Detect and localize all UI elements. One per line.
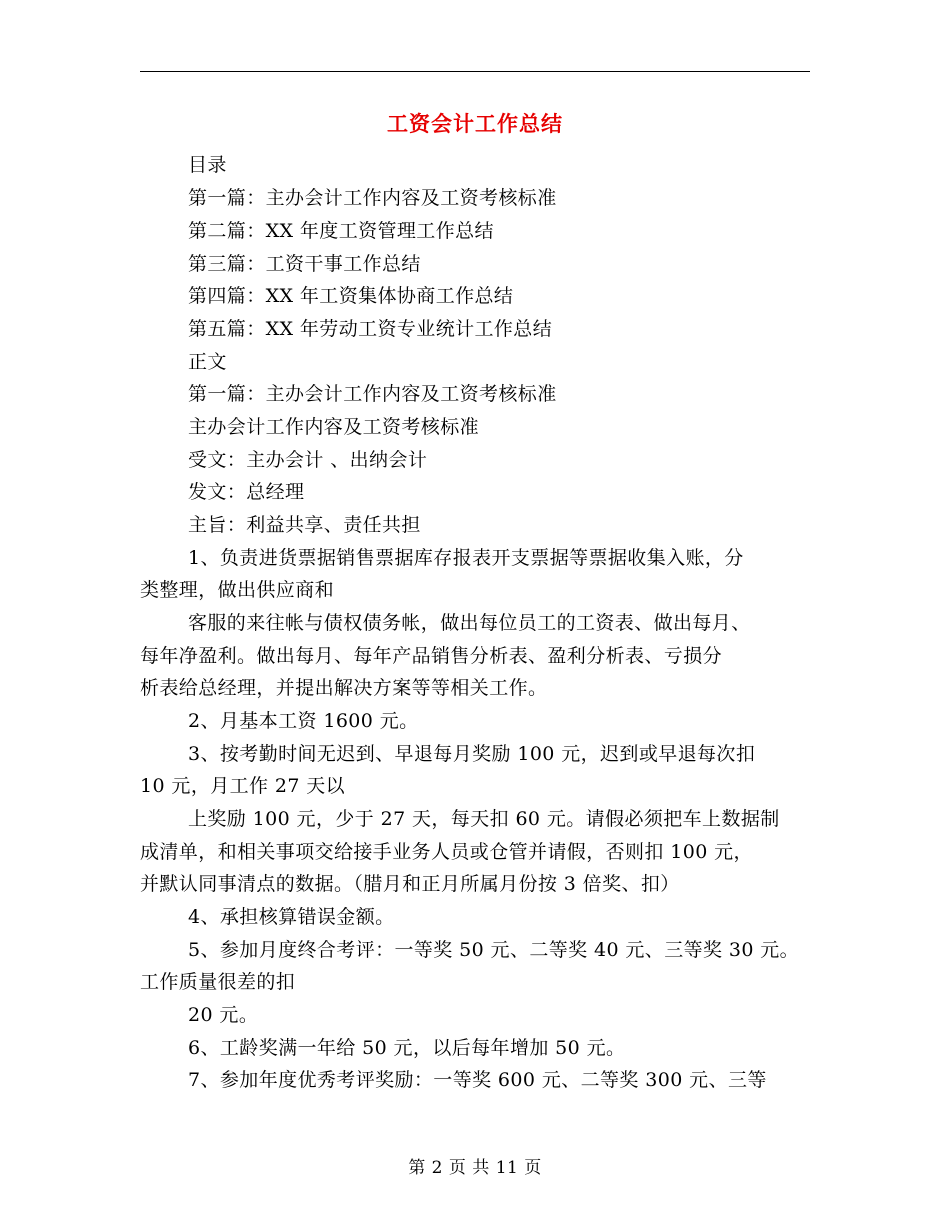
paragraph-line: 客服的来往帐与债权债务帐，做出每位员工的工资表、做出每月、 — [188, 612, 751, 634]
paragraph-line: 10 元，月工作 27 天以 — [140, 775, 346, 797]
paragraph-line: 主旨：利益共享、责任共担 — [188, 514, 421, 536]
paragraph-line: 20 元。 — [188, 1004, 259, 1026]
paragraph-line: 上奖励 100 元，少于 27 天，每天扣 60 元。请假必须把车上数据制 — [188, 808, 780, 830]
header-rule — [140, 71, 810, 72]
paragraph-line: 3、按考勤时间无迟到、早退每月奖励 100 元，迟到或早退每次扣 — [188, 743, 756, 765]
paragraph-line: 成清单，和相关事项交给接手业务人员或仓管并请假，否则扣 100 元， — [140, 841, 753, 863]
body-heading: 正文 — [188, 351, 227, 373]
paragraph-line: 4、承担核算错误金额。 — [188, 906, 395, 928]
toc-item-5: 第五篇：XX 年劳动工资专业统计工作总结 — [188, 318, 553, 340]
page-footer: 第 2 页 共 11 页 — [408, 1158, 542, 1178]
paragraph-line: 发文：总经理 — [188, 481, 305, 503]
paragraph-line: 5、参加月度终合考评：一等奖 50 元、二等奖 40 元、三等奖 30 元。 — [188, 939, 800, 961]
paragraph-line: 2、月基本工资 1600 元。 — [188, 710, 419, 732]
toc-item-1: 第一篇：主办会计工作内容及工资考核标准 — [188, 187, 557, 209]
paragraph-line: 1、负责进货票据销售票据库存报表开支票据等票据收集入账，分 — [188, 547, 744, 569]
paragraph-line: 类整理，做出供应商和 — [140, 579, 335, 601]
paragraph-line: 并默认同事清点的数据。（腊月和正月所属月份按 3 倍奖、扣） — [140, 873, 680, 895]
toc-item-2: 第二篇：XX 年度工资管理工作总结 — [188, 220, 494, 242]
toc-item-3: 第三篇：工资干事工作总结 — [188, 253, 421, 275]
document-title: 工资会计工作总结 — [387, 111, 563, 136]
paragraph-line: 每年净盈利。做出每月、每年产品销售分析表、盈利分析表、亏损分 — [140, 645, 723, 667]
paragraph-line: 工作质量很差的扣 — [140, 971, 296, 993]
chapter-title: 第一篇：主办会计工作内容及工资考核标准 — [188, 383, 557, 405]
toc-item-4: 第四篇：XX 年工资集体协商工作总结 — [188, 285, 514, 307]
toc-heading: 目录 — [188, 154, 227, 176]
paragraph-line: 析表给总经理，并提出解决方案等等相关工作。 — [140, 677, 548, 699]
paragraph-line: 主办会计工作内容及工资考核标准 — [188, 416, 480, 438]
paragraph-line: 受文：主办会计 、出纳会计 — [188, 449, 428, 471]
paragraph-line: 6、工龄奖满一年给 50 元，以后每年增加 50 元。 — [188, 1037, 626, 1059]
paragraph-line: 7、参加年度优秀考评奖励：一等奖 600 元、二等奖 300 元、三等 — [188, 1069, 767, 1091]
